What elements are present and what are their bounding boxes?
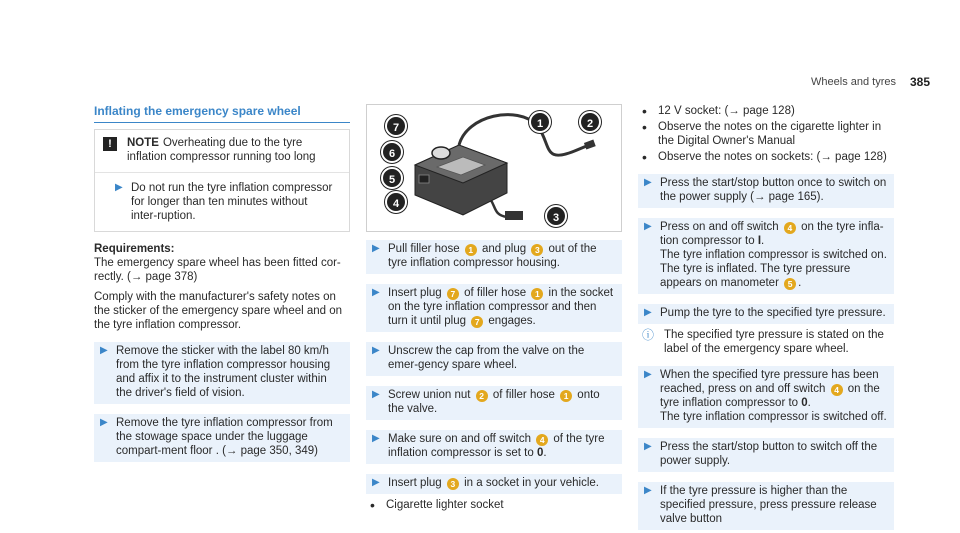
step-screw-nut <box>366 386 622 420</box>
text: and plug <box>482 243 527 255</box>
text: in the socket on the tyre inflation compressor and then turn it until plug <box>388 287 614 327</box>
callout-5: 5 <box>381 167 403 189</box>
page-header <box>760 76 930 92</box>
step-text: Press the start/stop button once to switch on the power supply (→ page 165). <box>660 177 887 203</box>
step-insert-plug <box>366 284 622 332</box>
step-remove-compressor <box>94 414 350 462</box>
info-text: The specified tyre pressure is stated on the label of the emergency spare wheel. <box>664 329 884 355</box>
text: of the tyre inflation compressor is set to <box>388 433 605 459</box>
column-3 <box>638 104 894 533</box>
exclamation-icon: ! <box>103 137 117 151</box>
step-insert-plug-vehicle <box>366 474 622 494</box>
action-arrow-icon: ▶ <box>644 441 652 452</box>
page-number: 385 <box>909 75 930 89</box>
step-text <box>660 220 894 290</box>
action-arrow-icon: ▶ <box>644 369 652 380</box>
ref-number: 4 <box>784 222 796 234</box>
ref-number: 7 <box>471 316 483 328</box>
note-warning <box>127 136 341 164</box>
text: Make sure on and off switch <box>388 433 531 445</box>
bullet-item <box>638 120 894 148</box>
action-arrow-icon: ▶ <box>644 221 652 232</box>
note-label: NOTE <box>127 137 159 149</box>
step-text: Remove the sticker with the label 80 km/h from the tyre inflation compressor housing and affix it to the instrument cluster within the driver's field of vision. <box>116 345 331 399</box>
text: Press on and off switch <box>660 221 779 233</box>
callout-1: 1 <box>529 111 551 133</box>
step-text <box>660 368 894 424</box>
text: engages. <box>488 315 536 327</box>
step-text <box>388 432 622 460</box>
ref-number: 1 <box>560 390 572 402</box>
bullet-text: Observe the notes on the cigarette lighter in the Digital Owner's Manual <box>658 121 882 147</box>
text: on the tyre infla-tion compressor to <box>660 221 884 247</box>
text: . <box>807 397 811 409</box>
text: . <box>761 235 765 247</box>
step-check-switch <box>366 430 622 464</box>
bullet-dot: • <box>642 103 647 119</box>
action-arrow-icon: ▶ <box>372 389 380 400</box>
text: Insert plug <box>388 477 442 489</box>
action-arrow-icon: ▶ <box>115 182 123 193</box>
ref-number: 3 <box>531 244 543 256</box>
switch-position: 0 <box>536 447 544 459</box>
text: Insert plug <box>388 287 442 299</box>
step-unscrew-cap <box>366 342 622 376</box>
bullet-text: Observe the notes on sockets: (→ page 128) <box>658 151 887 163</box>
step-text: If the tyre pressure is higher than the specified pressure, press pressure release valve button <box>660 485 877 525</box>
switch-position: I <box>757 235 762 247</box>
step-switch-off <box>638 366 894 428</box>
bullet-item <box>638 150 894 164</box>
text: of filler hose <box>464 287 527 299</box>
text: out of the tyre inflation compressor housing. <box>388 243 597 269</box>
step-pump <box>638 304 894 324</box>
step-power-off <box>638 438 894 472</box>
ref-number: 1 <box>465 244 477 256</box>
action-arrow-icon: ▶ <box>372 287 380 298</box>
ref-number: 2 <box>476 390 488 402</box>
text: When the specified tyre pressure has been reached, press on and off switch <box>660 369 879 395</box>
bullet-dot: • <box>370 497 375 513</box>
callout-4: 4 <box>385 191 407 213</box>
text: onto the valve. <box>388 389 600 415</box>
callout-7: 7 <box>385 115 407 137</box>
text: in a socket in your vehicle. <box>464 477 599 489</box>
bullet-text: 12 V socket: (→ page 128) <box>658 105 795 117</box>
action-arrow-icon: ▶ <box>372 243 380 254</box>
note-action <box>95 173 349 231</box>
step-text: Remove the tyre inflation compressor from the stowage space under the luggage compart-ment floor . (→ page 350, 349) <box>116 417 333 457</box>
action-arrow-icon: ▶ <box>372 477 380 488</box>
callout-6: 6 <box>381 141 403 163</box>
step-text <box>388 476 622 490</box>
bullet-dot: • <box>642 119 647 135</box>
step-switch-on <box>638 218 894 294</box>
action-arrow-icon: ▶ <box>100 345 108 356</box>
text: The tyre inflation compressor is switched on. The tyre is inflated. The tyre pressure appears on manometer <box>660 249 887 289</box>
switch-position: 0 <box>801 397 808 409</box>
text: Screw union nut <box>388 389 471 401</box>
step-text <box>388 286 622 328</box>
ref-number: 4 <box>536 434 548 446</box>
bullet-item <box>638 104 894 118</box>
info-icon: ⓘ <box>642 328 655 342</box>
action-arrow-icon: ▶ <box>100 417 108 428</box>
compressor-illustration <box>366 104 622 232</box>
step-text: Unscrew the cap from the valve on the emer-gency spare wheel. <box>388 345 585 371</box>
step-pull-hose <box>366 240 622 274</box>
bullet-text: Cigarette lighter socket <box>386 499 504 511</box>
note-header <box>95 130 349 173</box>
column-2 <box>366 104 622 514</box>
step-power-on <box>638 174 894 208</box>
column-1 <box>94 104 350 472</box>
bullet-list <box>638 104 894 164</box>
action-arrow-icon: ▶ <box>372 433 380 444</box>
step-text <box>388 388 622 416</box>
section-heading: Inflating the emergency spare wheel <box>94 104 350 123</box>
note-action-text: Do not run the tyre inflation compressor for longer than ten minutes without inter-ruption. <box>131 182 333 222</box>
action-arrow-icon: ▶ <box>644 485 652 496</box>
bullet-item <box>366 498 622 512</box>
note-warning-text: Overheating due to the tyre inflation compressor running too long <box>127 137 316 163</box>
step-remove-sticker <box>94 342 350 404</box>
requirements-text-1: The emergency spare wheel has been fitted cor-rectly. (→ page 378) <box>94 257 341 283</box>
text: The tyre inflation compressor is switched off. <box>660 411 887 423</box>
text: . <box>543 447 547 459</box>
step-text: Press the start/stop button to switch off the power supply. <box>660 441 878 467</box>
step-text <box>388 242 622 270</box>
ref-number: 3 <box>447 478 459 490</box>
info-note <box>638 328 894 356</box>
step-release-pressure <box>638 482 894 530</box>
ref-number: 5 <box>784 278 796 290</box>
text: on the tyre inflation compressor to <box>660 383 880 409</box>
ref-number: 1 <box>531 288 543 300</box>
callout-3: 3 <box>545 205 567 227</box>
requirements <box>94 242 350 284</box>
step-text: Pump the tyre to the specified tyre pressure. <box>660 307 886 319</box>
action-arrow-icon: ▶ <box>644 307 652 318</box>
ref-number: 7 <box>447 288 459 300</box>
text: . <box>798 277 802 289</box>
text: Pull filler hose <box>388 243 460 255</box>
bullet-dot: • <box>642 149 647 165</box>
requirements-title: Requirements: <box>94 243 175 255</box>
section-title: Wheels and tyres <box>811 76 896 88</box>
action-arrow-icon: ▶ <box>644 177 652 188</box>
ref-number: 4 <box>831 384 843 396</box>
requirements-text-2: Comply with the manufacturer's safety notes on the sticker of the emergency spare wheel and on the tyre inflation compressor. <box>94 291 343 331</box>
text: of filler hose <box>492 389 555 401</box>
action-arrow-icon: ▶ <box>372 345 380 356</box>
callout-2: 2 <box>579 111 601 133</box>
note-box <box>94 129 350 232</box>
